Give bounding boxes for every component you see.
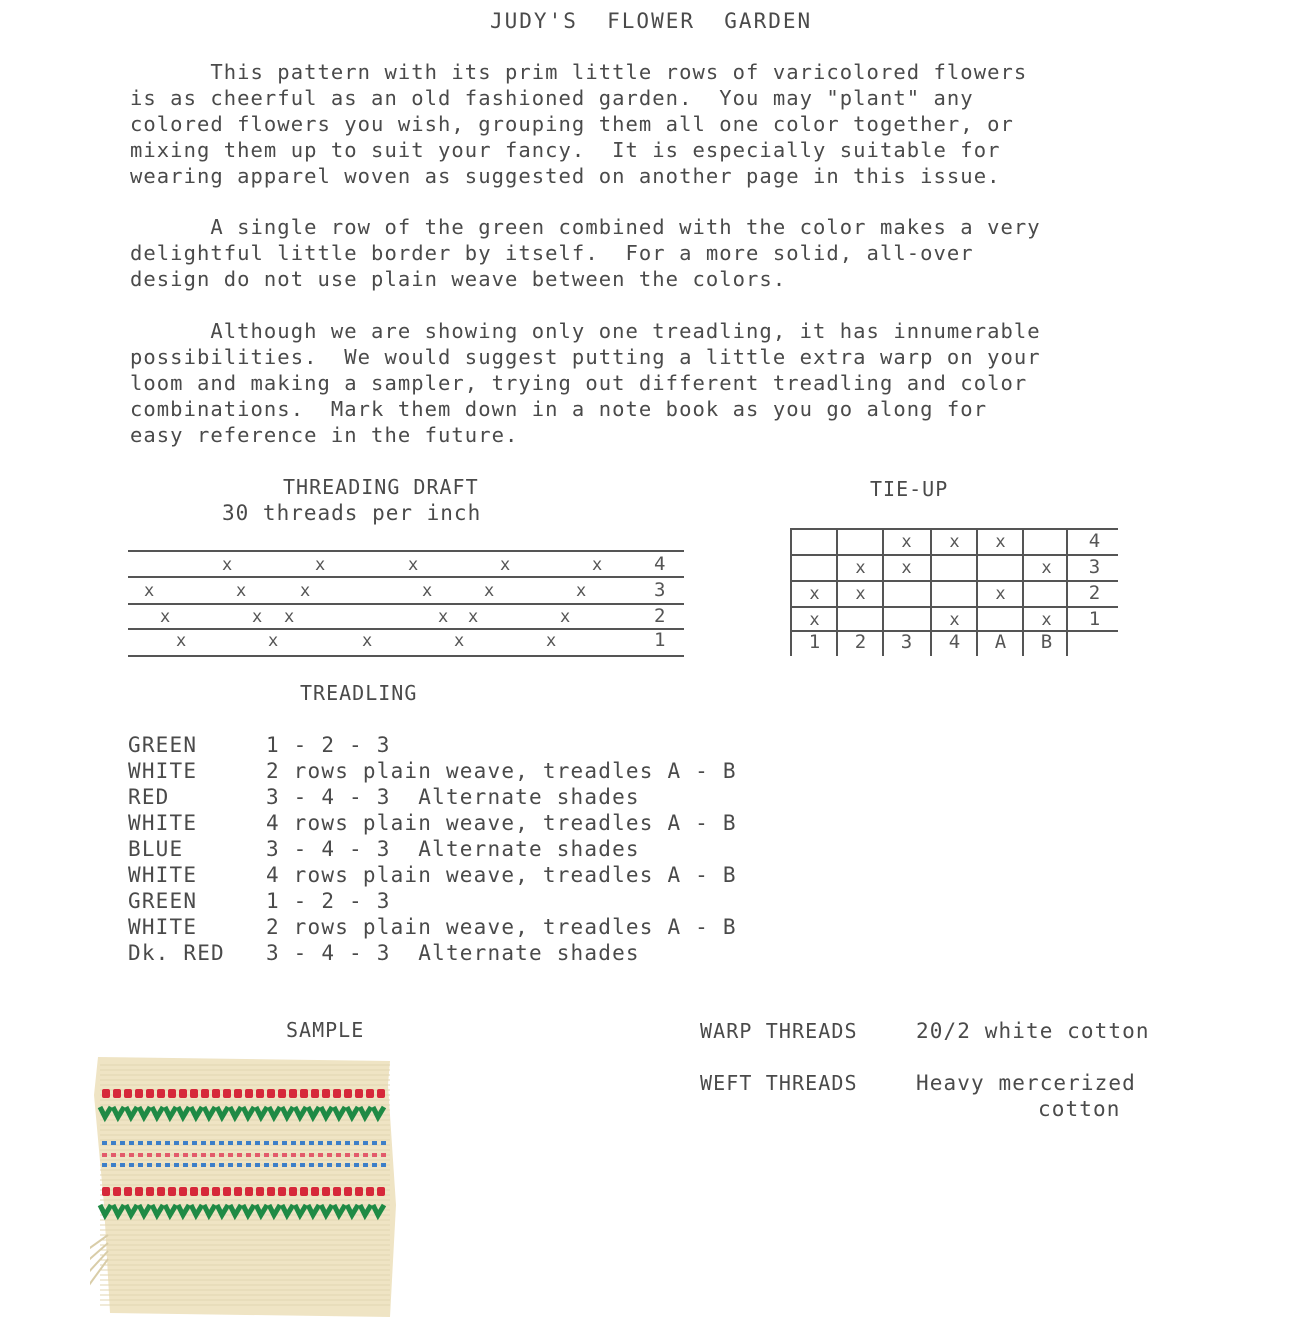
blue-row [282,1163,287,1167]
blue-row [129,1141,134,1145]
threading-mark: x [560,607,571,627]
pink-row [129,1153,134,1157]
pink-row [237,1153,242,1157]
treadling-color: WHITE [128,863,198,887]
draft-rule [128,603,684,605]
weft-label: WEFT THREADS [700,1071,858,1095]
treadling-color: RED [128,785,170,809]
red-flower-row [245,1089,253,1098]
treadling-color: GREEN [128,733,198,757]
text-line: delightful little border by itself. For a more solid, all-over [130,241,974,265]
red-flower-row [355,1089,363,1098]
blue-row [336,1163,341,1167]
shaft-number: 3 [654,579,666,601]
blue-row [264,1141,269,1145]
red-flower-row [135,1089,143,1098]
blue-row [174,1141,179,1145]
weft-value-line1: Heavy mercerized [916,1071,1136,1095]
blue-row [282,1141,287,1145]
blue-row [201,1141,206,1145]
pink-row [174,1153,179,1157]
treadling-instruction: 3 - 4 - 3 Alternate shades [266,941,640,965]
tieup-mark: x [949,610,960,630]
treadling-color: GREEN [128,889,198,913]
text-line: possibilities. We would suggest putting a little extra warp on your [130,345,1041,369]
pink-row [147,1153,152,1157]
weft-value-line2: cotton [1038,1097,1121,1121]
red-flower-row [289,1187,297,1196]
blue-row [111,1141,116,1145]
red-flower-row [355,1187,363,1196]
blue-row [183,1141,188,1145]
red-flower-row [300,1187,308,1196]
threading-mark: x [484,581,495,601]
blue-row [264,1163,269,1167]
red-flower-row [179,1089,187,1098]
tieup-treadle-label: 4 [948,631,961,653]
blue-row [120,1141,125,1145]
threading-mark: x [454,631,465,651]
page-title: JUDY'S FLOWER GARDEN [490,9,813,33]
blue-row [147,1163,152,1167]
treadling-instruction: 1 - 2 - 3 [266,733,391,757]
pink-row [363,1153,368,1157]
treadling-color: WHITE [128,915,198,939]
red-flower-row [344,1089,352,1098]
red-flower-row [267,1089,275,1098]
tieup-mark: x [901,532,912,552]
blue-row [192,1141,197,1145]
pink-row [201,1153,206,1157]
blue-row [273,1163,278,1167]
blue-row [192,1163,197,1167]
blue-row [345,1141,350,1145]
threading-mark: x [252,607,263,627]
pink-row [228,1153,233,1157]
text-line: design do not use plain weave between the colors. [130,267,787,291]
pink-row [300,1153,305,1157]
threading-mark: x [160,607,171,627]
treadling-instruction: 4 rows plain weave, treadles A - B [266,811,737,835]
red-flower-row [322,1089,330,1098]
blue-row [237,1163,242,1167]
blue-row [255,1163,260,1167]
blue-row [156,1163,161,1167]
red-flower-row [157,1089,165,1098]
draft-rule [128,550,684,552]
pink-row [246,1153,251,1157]
threading-mark: x [592,555,603,575]
red-flower-row [311,1089,319,1098]
pink-row [138,1153,143,1157]
treadling-instruction: 2 rows plain weave, treadles A - B [266,915,737,939]
red-flower-row [135,1187,143,1196]
tieup-shaft-number: 2 [1088,582,1101,604]
red-flower-row [377,1089,385,1098]
blue-row [120,1163,125,1167]
red-flower-row [223,1089,231,1098]
tieup-mark: x [1041,558,1052,578]
text-line: wearing apparel woven as suggested on another page in this issue. [130,164,1001,188]
tieup-treadle-label: 2 [854,631,867,653]
threading-mark: x [500,555,511,575]
red-flower-row [289,1089,297,1098]
text-line: is as cheerful as an old fashioned garden. You may "plant" any [130,86,974,110]
red-flower-row [113,1187,121,1196]
pink-row [264,1153,269,1157]
text-line: Although we are showing only one treadling, it has innumerable [130,319,1041,343]
pink-row [156,1153,161,1157]
threading-mark: x [284,607,295,627]
threading-mark: x [468,607,479,627]
red-flower-row [124,1187,132,1196]
blue-row [183,1163,188,1167]
red-flower-row [190,1187,198,1196]
pink-row [210,1153,215,1157]
warp-value: 20/2 white cotton [916,1019,1150,1043]
blue-row [219,1163,224,1167]
text-line: easy reference in the future. [130,423,519,447]
treadling-color: Dk. RED [128,941,225,965]
pink-row [381,1153,386,1157]
pink-row [354,1153,359,1157]
tieup-treadle-label: A [994,631,1007,653]
draft-rule [128,576,684,578]
threading-mark: x [144,581,155,601]
blue-row [102,1141,107,1145]
text-line: loom and making a sampler, trying out different treadling and color [130,371,1028,395]
blue-row [129,1163,134,1167]
threading-mark: x [546,631,557,651]
red-flower-row [234,1187,242,1196]
blue-row [165,1163,170,1167]
tieup-grid [790,528,1120,658]
red-flower-row [124,1089,132,1098]
threading-mark: x [362,631,373,651]
red-flower-row [245,1187,253,1196]
tieup-treadle-label: 3 [900,631,913,653]
blue-row [291,1163,296,1167]
tieup-mark: x [995,584,1006,604]
threading-mark: x [315,555,326,575]
blue-row [219,1141,224,1145]
blue-row [246,1141,251,1145]
text-line: This pattern with its prim little rows of varicolored flowers [130,60,1028,84]
draft-rule [128,655,684,657]
tieup-shaft-number: 4 [1088,530,1101,552]
tieup-mark: x [809,610,820,630]
fringe-thread [90,1259,108,1285]
threading-mark: x [408,555,419,575]
blue-row [372,1163,377,1167]
blue-row [273,1141,278,1145]
blue-row [354,1163,359,1167]
red-flower-row [366,1089,374,1098]
threading-subheading: 30 threads per inch [222,501,482,525]
blue-row [291,1141,296,1145]
red-flower-row [102,1187,110,1196]
pink-row [102,1153,107,1157]
red-flower-row [102,1089,110,1098]
warp-label: WARP THREADS [700,1019,858,1043]
treadling-instruction: 3 - 4 - 3 Alternate shades [266,837,640,861]
treadling-color: WHITE [128,759,198,783]
treadling-color: WHITE [128,811,198,835]
text-line: combinations. Mark them down in a note book as you go along for [130,397,988,421]
pink-row [273,1153,278,1157]
red-flower-row [234,1089,242,1098]
blue-row [300,1141,305,1145]
threading-mark: x [176,631,187,651]
red-flower-row [146,1089,154,1098]
blue-row [210,1163,215,1167]
pink-row [372,1153,377,1157]
blue-row [102,1163,107,1167]
red-flower-row [311,1187,319,1196]
red-flower-row [168,1089,176,1098]
red-flower-row [377,1187,385,1196]
draft-rule [128,628,684,630]
treadling-instruction: 1 - 2 - 3 [266,889,391,913]
threading-mark: x [576,581,587,601]
red-flower-row [278,1187,286,1196]
tieup-mark: x [901,558,912,578]
tieup-treadle-label: B [1040,631,1053,653]
red-flower-row [256,1187,264,1196]
blue-row [309,1163,314,1167]
blue-row [318,1163,323,1167]
red-flower-row [168,1187,176,1196]
threading-heading: THREADING DRAFT [283,475,479,499]
tieup-rule [790,606,1118,608]
tieup-shaft-number: 3 [1088,556,1101,578]
text-line: colored flowers you wish, grouping them all one color together, or [130,112,1014,136]
treadling-instruction: 3 - 4 - 3 Alternate shades [266,785,640,809]
red-flower-row [201,1089,209,1098]
red-flower-row [344,1187,352,1196]
tieup-mark: x [949,532,960,552]
blue-row [363,1163,368,1167]
red-flower-row [300,1089,308,1098]
blue-row [363,1141,368,1145]
blue-row [372,1141,377,1145]
blue-row [354,1141,359,1145]
red-flower-row [201,1187,209,1196]
blue-row [318,1141,323,1145]
threading-mark: x [438,607,449,627]
treadling-instruction: 4 rows plain weave, treadles A - B [266,863,737,887]
blue-row [255,1141,260,1145]
red-flower-row [278,1089,286,1098]
tieup-treadle-label: 1 [808,631,821,653]
pink-row [282,1153,287,1157]
red-flower-row [333,1187,341,1196]
pink-row [309,1153,314,1157]
threading-mark: x [300,581,311,601]
red-flower-row [256,1089,264,1098]
pink-row [336,1153,341,1157]
blue-row [300,1163,305,1167]
tieup-mark: x [995,532,1006,552]
red-flower-row [212,1089,220,1098]
blue-row [246,1163,251,1167]
tieup-shaft-number: 1 [1088,608,1101,630]
tieup-rule [790,528,1118,530]
pink-row [291,1153,296,1157]
tieup-heading: TIE-UP [870,477,949,501]
tieup-mark: x [1041,610,1052,630]
blue-row [237,1141,242,1145]
pink-row [192,1153,197,1157]
blue-row [336,1141,341,1145]
blue-row [165,1141,170,1145]
pink-row [111,1153,116,1157]
pink-row [165,1153,170,1157]
blue-row [210,1141,215,1145]
pink-row [327,1153,332,1157]
red-flower-row [333,1089,341,1098]
red-flower-row [146,1187,154,1196]
blue-row [309,1141,314,1145]
treadling-heading: TREADLING [300,681,418,705]
shaft-number: 4 [654,553,666,575]
blue-row [381,1141,386,1145]
threading-mark: x [422,581,433,601]
blue-row [138,1141,143,1145]
pink-row [183,1153,188,1157]
blue-row [174,1163,179,1167]
red-flower-row [157,1187,165,1196]
red-flower-row [366,1187,374,1196]
red-flower-row [212,1187,220,1196]
red-flower-row [223,1187,231,1196]
red-flower-row [113,1089,121,1098]
text-line: A single row of the green combined with the color makes a very [130,215,1041,239]
treadling-color: BLUE [128,837,184,861]
threading-mark: x [268,631,279,651]
blue-row [228,1163,233,1167]
fabric-sample-image [90,1055,410,1320]
text-line: mixing them up to suit your fancy. It is especially suitable for [130,138,1001,162]
pink-row [318,1153,323,1157]
red-flower-row [190,1089,198,1098]
blue-row [345,1163,350,1167]
shaft-number: 1 [654,629,666,651]
threading-mark: x [222,555,233,575]
threading-mark: x [236,581,247,601]
blue-row [201,1163,206,1167]
tieup-mark: x [855,584,866,604]
pink-row [255,1153,260,1157]
shaft-number: 2 [654,605,666,627]
red-flower-row [322,1187,330,1196]
tieup-mark: x [809,584,820,604]
pink-row [120,1153,125,1157]
tieup-mark: x [855,558,866,578]
blue-row [327,1141,332,1145]
red-flower-row [179,1187,187,1196]
sample-label: SAMPLE [286,1018,365,1042]
red-flower-row [267,1187,275,1196]
pink-row [219,1153,224,1157]
tieup-rule [790,554,1118,556]
blue-row [138,1163,143,1167]
treadling-instruction: 2 rows plain weave, treadles A - B [266,759,737,783]
blue-row [381,1163,386,1167]
blue-row [156,1141,161,1145]
blue-row [147,1141,152,1145]
tieup-rule [790,580,1118,582]
blue-row [327,1163,332,1167]
pink-row [345,1153,350,1157]
blue-row [111,1163,116,1167]
blue-row [228,1141,233,1145]
